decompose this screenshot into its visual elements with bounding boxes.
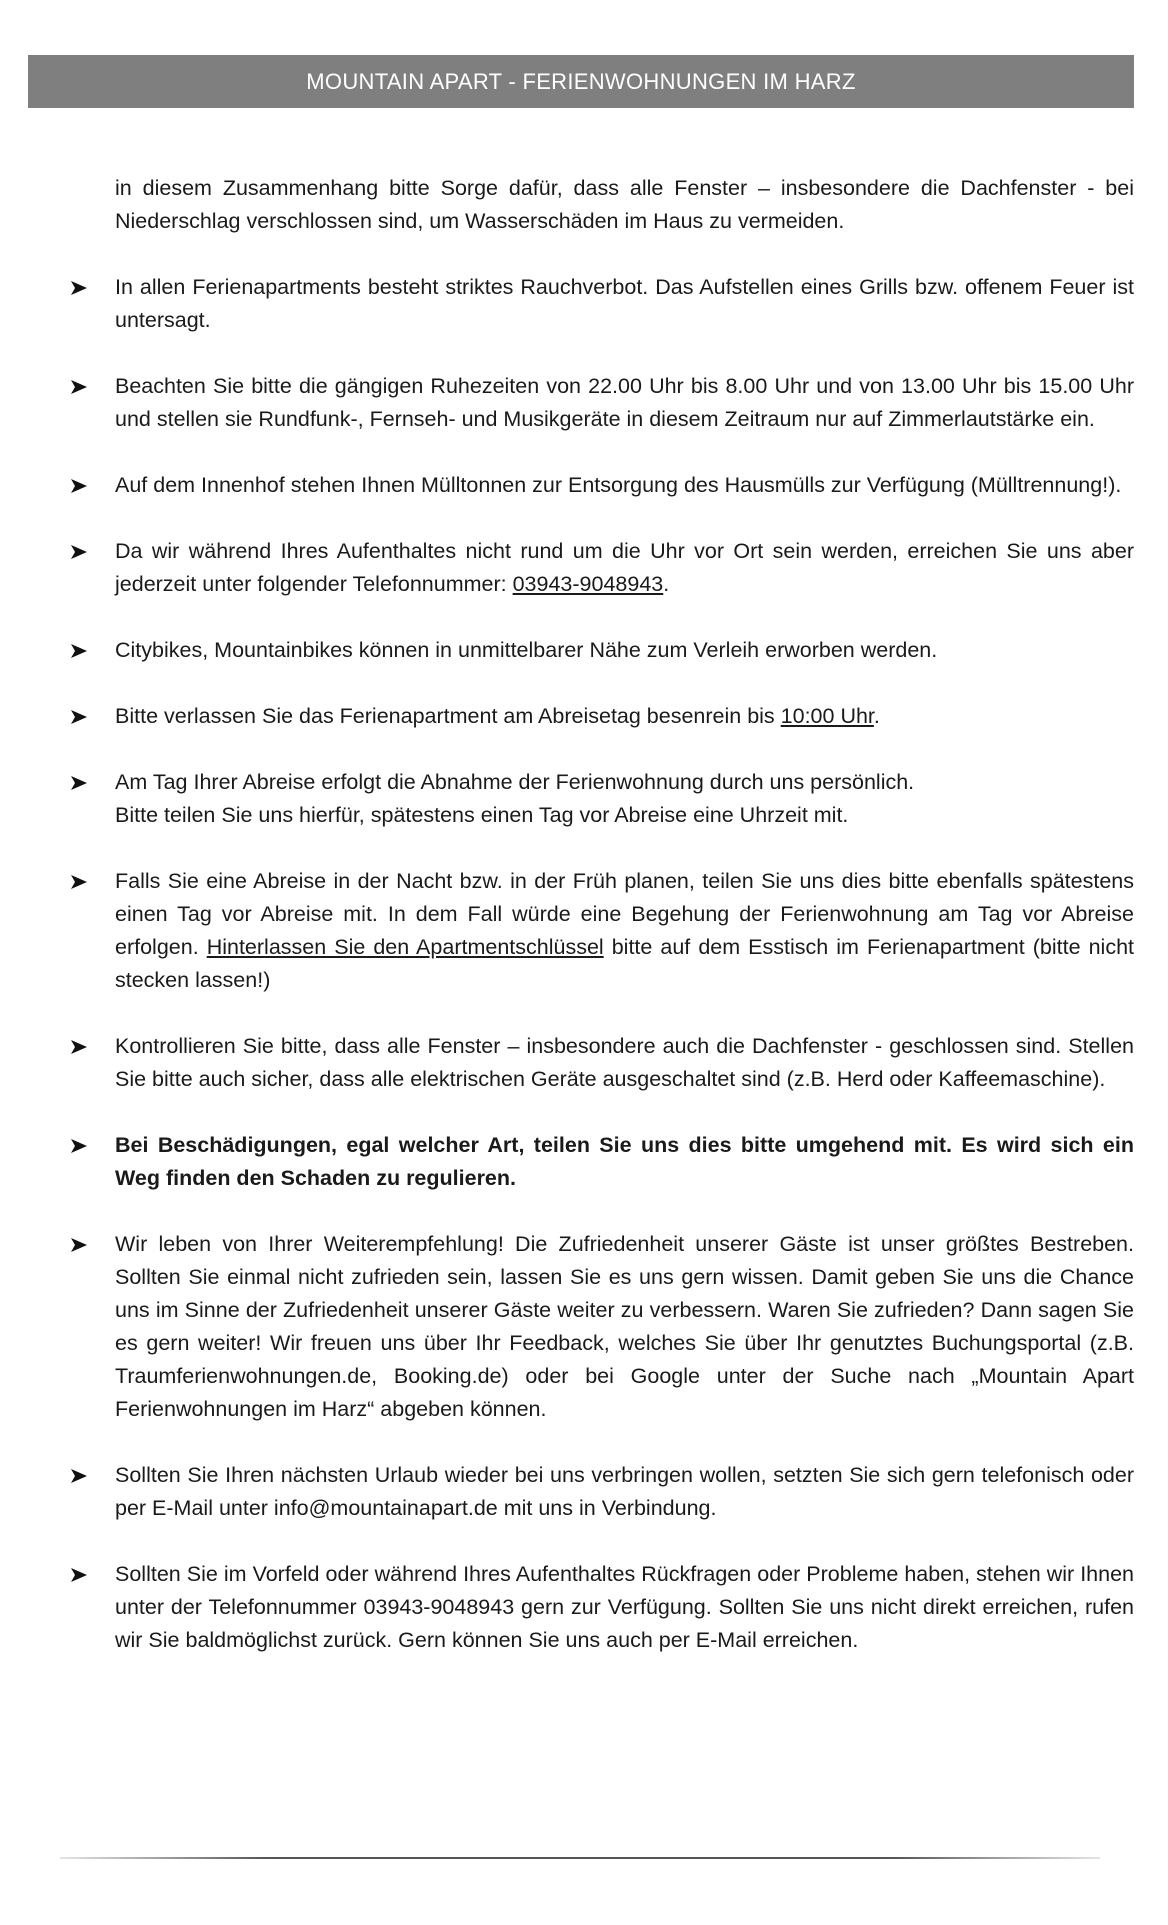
arrow-bullet-icon	[70, 1558, 92, 1591]
list-item-text: Bei Beschädigungen, egal welcher Art, teilen Sie uns dies bitte umgehend mit. Es wird sich ein Weg finden den Schaden zu regulieren.	[115, 1133, 1134, 1190]
list-item-text-end: .	[873, 704, 880, 728]
arrow-bullet-icon	[70, 766, 92, 799]
list-item-handover	[70, 766, 1134, 832]
list-item-text: In allen Ferienapartments besteht striktes Rauchverbot. Das Aufstellen eines Grills bzw. offenem Feuer ist untersagt.	[115, 275, 1134, 332]
list-item-no-smoking	[70, 271, 1134, 337]
list-item-text-line1: Am Tag Ihrer Abreise erfolgt die Abnahme der Ferienwohnung durch uns persönlich.	[115, 770, 915, 794]
list-item-text: Kontrollieren Sie bitte, dass alle Fenster – insbesondere auch die Dachfenster - geschlossen sind. Stellen Sie bitte auch sicher, dass alle elektrischen Geräte ausgeschaltet sind (z.B. Herd oder Kaffeemaschine).	[115, 1034, 1134, 1091]
list-item-phone-contact	[70, 535, 1134, 601]
arrow-bullet-icon	[70, 634, 92, 667]
arrow-bullet-icon	[70, 469, 92, 502]
list-item-text-end: .	[663, 572, 670, 596]
list-item-text: Sollten Sie im Vorfeld oder während Ihres Aufenthaltes Rückfragen oder Probleme haben, stehen wir Ihnen unter der Telefonnummer 03943-9048943 gern zur Verfügung. Sollten Sie uns nicht direkt erreichen, rufen wir Sie baldmöglichst zurück. Gern können Sie uns auch per E-Mail erreichen.	[115, 1562, 1134, 1652]
list-item-bike-rental	[70, 634, 1134, 667]
list-item-recommendation	[70, 1228, 1134, 1426]
document-body	[70, 172, 1134, 1690]
arrow-bullet-icon	[70, 700, 92, 733]
intro-paragraph: in diesem Zusammenhang bitte Sorge dafür, dass alle Fenster – insbesondere die Dachfenster - bei Niederschlag verschlossen sind, um Wasserschäden im Haus zu vermeiden.	[115, 176, 1134, 233]
header-title: MOUNTAIN APART - FERIENWOHNUNGEN IM HARZ	[306, 68, 856, 94]
arrow-bullet-icon	[70, 865, 92, 898]
page-header	[28, 55, 1134, 108]
arrow-bullet-icon	[70, 271, 92, 304]
arrow-bullet-icon	[70, 370, 92, 403]
list-item-text: Wir leben von Ihrer Weiterempfehlung! Die Zufriedenheit unserer Gäste ist unser größtes Bestreben. Sollten Sie einmal nicht zufrieden sein, lassen Sie es uns gern wissen. Damit geben Sie uns die Chance uns im Sinne der Zufriedenheit unserer Gäste weiter zu verbessern. Waren Sie zufrieden? Dann sagen Sie es gern weiter! Wir freuen uns über Ihr Feedback, welches Sie über Ihr genutztes Buchungsportal (z.B. Traumferienwohnungen.de, Booking.de) oder bei Google unter der Suche nach „Mountain Apart Ferienwohnungen im Harz“ abgeben können.	[115, 1232, 1134, 1421]
list-item-text: Auf dem Innenhof stehen Ihnen Mülltonnen zur Entsorgung des Hausmülls zur Verfügung (Mülltrennung!).	[115, 473, 1122, 497]
list-item-text: Sollten Sie Ihren nächsten Urlaub wieder bei uns verbringen wollen, setzten Sie sich gern telefonisch oder per E-Mail unter info@mountainapart.de mit uns in Verbindung.	[115, 1463, 1134, 1520]
list-item-damages	[70, 1129, 1134, 1195]
list-item-checkout-time	[70, 700, 1134, 733]
list-item-text-line2: Bitte teilen Sie uns hierfür, spätestens einen Tag vor Abreise eine Uhrzeit mit.	[115, 803, 849, 827]
list-item-night-departure	[70, 865, 1134, 997]
list-item-text: Beachten Sie bitte die gängigen Ruhezeiten von 22.00 Uhr bis 8.00 Uhr und von 13.00 Uhr bis 15.00 Uhr und stellen sie Rundfunk-, Fernseh- und Musikgeräte in diesem Zeitraum nur auf Zimmerlautstärke ein.	[115, 374, 1134, 431]
list-item-quiet-hours	[70, 370, 1134, 436]
arrow-bullet-icon	[70, 1228, 92, 1261]
phone-number-link[interactable]: 03943-9048943	[512, 572, 664, 596]
arrow-bullet-icon	[70, 1129, 92, 1162]
list-item-text: Bitte verlassen Sie das Ferienapartment am Abreisetag besenrein bis	[115, 704, 781, 728]
key-instruction: Hinterlassen Sie den Apartmentschlüssel	[206, 935, 604, 959]
footer-divider	[60, 1857, 1100, 1859]
arrow-bullet-icon	[70, 1459, 92, 1492]
checkout-time: 10:00 Uhr	[780, 704, 874, 728]
list-item-windows-devices	[70, 1030, 1134, 1096]
arrow-bullet-icon	[70, 535, 92, 568]
list-item-text-end: bitte auf dem Esstisch im Ferienapartment (bitte nicht stecken lassen!)	[115, 935, 1134, 992]
list-item-waste-bins	[70, 469, 1134, 502]
list-item-next-vacation	[70, 1459, 1134, 1525]
arrow-bullet-icon	[70, 1030, 92, 1063]
list-item-questions	[70, 1558, 1134, 1657]
list-item-text: Citybikes, Mountainbikes können in unmittelbarer Nähe zum Verleih erworben werden.	[115, 638, 938, 662]
list-item-text: Falls Sie eine Abreise in der Nacht bzw. in der Früh planen, teilen Sie uns dies bitte ebenfalls spätestens einen Tag vor Abreise mit. In dem Fall würde eine Begehung der Ferienwohnung am Tag vor Abreise erfolgen.	[115, 869, 1134, 959]
list-item-text: Da wir während Ihres Aufenthaltes nicht rund um die Uhr vor Ort sein werden, erreichen Sie uns aber jederzeit unter folgender Telefonnummer:	[115, 539, 1134, 596]
